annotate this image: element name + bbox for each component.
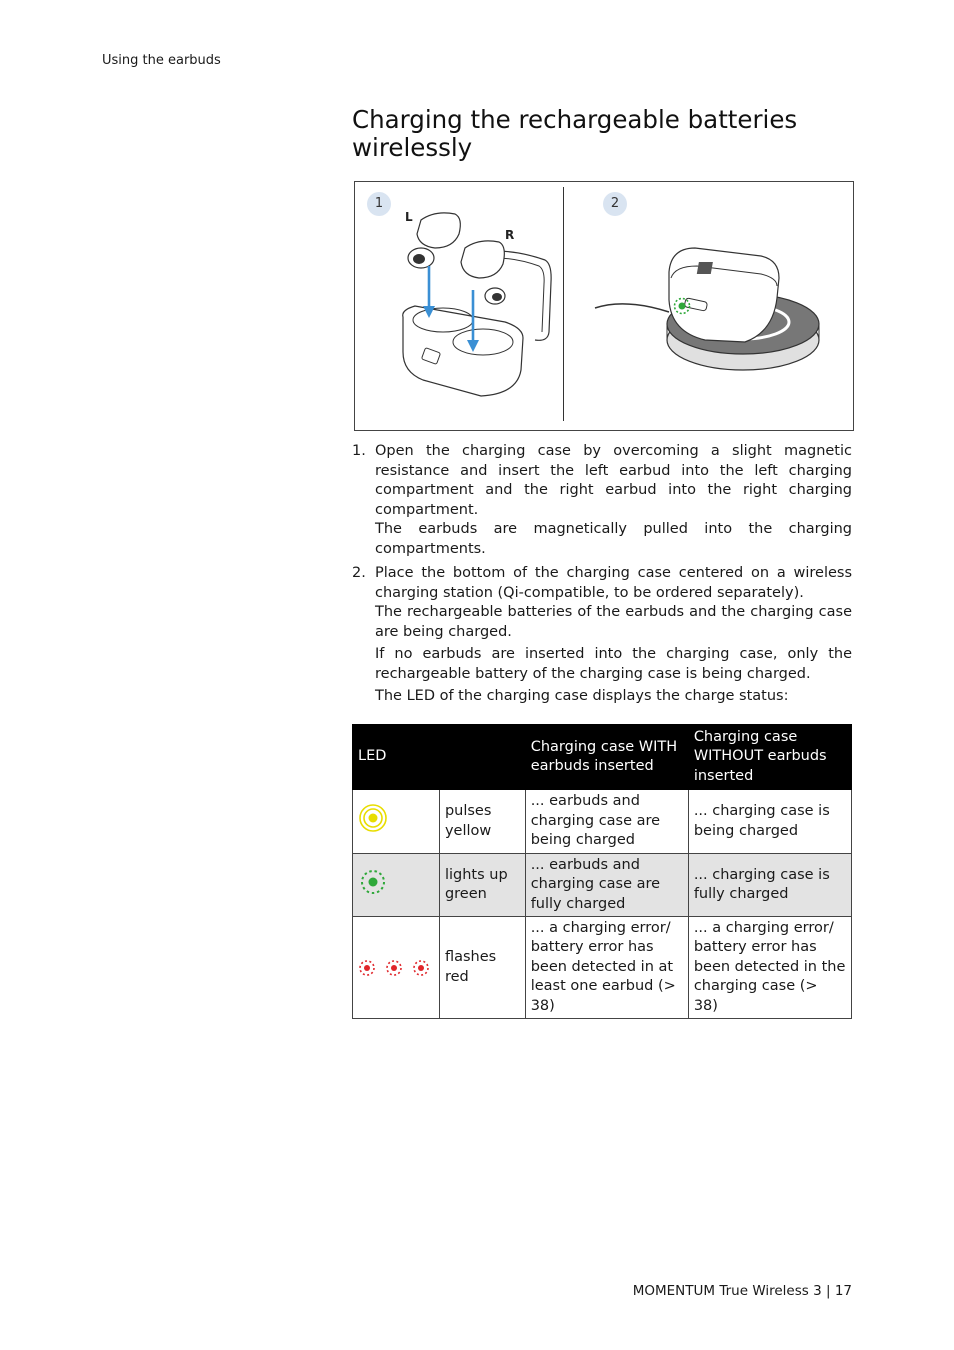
without-earbuds-meaning: ... charging case is fully charged [688,854,851,917]
led-behavior: lights up green [439,854,525,917]
page-title: Charging the rechargeable batteries wirelessly [352,105,798,162]
led-green-icon [358,867,388,897]
step-1 [352,442,852,559]
step-text: The LED of the charging case displays the charge status: [375,688,789,704]
step-2 [352,564,852,707]
table-row [353,854,852,917]
figure-step-1-badge: 1 [367,192,391,216]
step-text: Open the charging case by overcoming a slight magnetic resistance and insert the left earbud into the left charging compartment and the right earbud into the right charging compartment. [375,443,852,518]
page-footer: MOMENTUM True Wireless 3 | 17 [632,1283,852,1299]
table-header-row [353,725,852,790]
running-header: Using the earbuds [102,53,221,68]
with-earbuds-meaning: ... earbuds and charging case are being charged [525,790,688,854]
led-behavior: pulses yellow [439,790,525,854]
figure-divider [563,187,564,421]
without-earbuds-meaning: ... a charging error/ battery error has been detected in the charging case (> 38) [688,917,851,1019]
step-text: The earbuds are magnetically pulled into the charging compartments. [375,521,852,557]
with-earbuds-meaning: ... earbuds and charging case are fully charged [525,854,688,917]
right-label: R [505,228,515,242]
charging-figure [354,181,854,431]
left-label: L [405,210,413,224]
step-number: 1. [352,443,366,459]
step-text: If no earbuds are inserted into the charging case, only the rechargeable battery of the charging case is being charged. [375,646,852,682]
led-status-table [352,724,852,1019]
earbuds-insert-illustration [355,182,563,430]
table-row [353,790,852,854]
led-red-flash-icon [358,959,376,977]
header-led: LED [353,725,526,790]
led-icon-cell [353,790,440,854]
with-earbuds-meaning: ... a charging error/ battery error has been detected in at least one earbud (> 38) [525,917,688,1019]
led-behavior: flashes red [439,917,525,1019]
without-earbuds-meaning: ... charging case is being charged [688,790,851,854]
wireless-charging-illustration [565,182,853,430]
led-red-flash-icon [385,959,403,977]
led-yellow-pulse-icon [358,803,388,833]
step-number: 2. [352,565,366,581]
led-icon-cell [353,854,440,917]
instruction-steps [352,442,852,712]
led-red-flash-icon [412,959,430,977]
table-row [353,917,852,1019]
led-icon-cell [353,917,440,1019]
figure-step-2-badge: 2 [603,192,627,216]
step-text: The rechargeable batteries of the earbuds and the charging case are being charged. [375,604,852,640]
step-text: Place the bottom of the charging case centered on a wireless charging station (Qi-compatible, to be ordered separately). [375,565,852,601]
header-without-earbuds: Charging case WITHOUT earbuds inserted [688,725,851,790]
header-with-earbuds: Charging case WITH earbuds inserted [525,725,688,790]
